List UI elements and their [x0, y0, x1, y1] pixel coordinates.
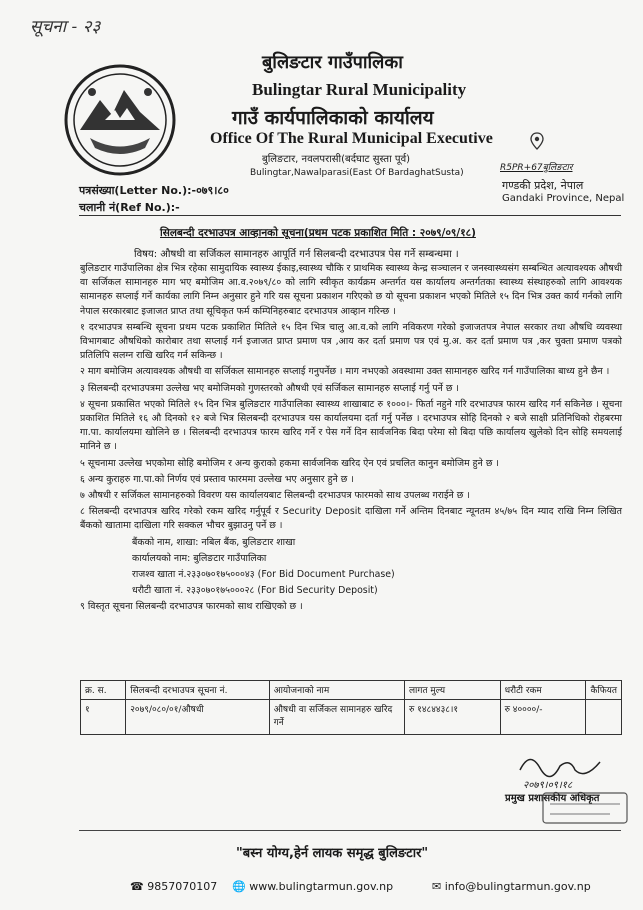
phone-icon: ☎ [130, 880, 144, 893]
footer-divider [79, 830, 621, 831]
notice-item: २ माग बमोजिम अत्यावश्यक औषधी वा सर्जिकल सामानहरु सप्लाई गनुपर्नेछ । माग नभएको अवस्थामा उक्त सामानहरु खरिद गर्न गाउँपालिका बाध्य हुने छैन । [80, 366, 610, 378]
notice-intro: बुलिङटार गाउँपालिका क्षेत्र भित्र रहेका सामुदायिक स्वास्थ्य ईकाइ,स्वास्थ्य चौकि र प्राथमिक स्वास्थ्य केन्द्र सञ्चालन र जनस्वास्थ्यसंग सम्बन्धित अत्यावश्यक औषधी वा सर्जिकल सामानहरु माग भए बमोजिम आ.व.२०७९/८० को लागि स्वीकृत कार्यक्रम अन्तर्गत यस कार्यालय अन्तर्गतका स्वास्थ्य संस्थाहरुको लागि आवश्यक सामानहरु सप्लाई गर्ने कार्यका लागि निम्न अनुसार हुने गरि यस सूचना प्रकाशन गरिएको छ यो सूचना प्रकाशन भएको मितिले १५ दिन भित्र उक्त कार्य गर्नको लागि नेपाल सरकारबाट इजाजत प्राप्त तथा सूचिकृत फर्म कम्पिनिहरुबाट दरभाउपत्र आव्हान गरिन्छ । [80, 263, 622, 317]
table-cell: २०७९/०८०/०१/औषधी [126, 700, 269, 735]
footer-email [432, 880, 591, 893]
location-pin-icon [530, 132, 544, 150]
phone-number: 9857070107 [147, 880, 218, 893]
table-header-cell: आयोजनाको नाम [269, 681, 404, 700]
table-cell: १ [81, 700, 126, 735]
notice-item: ४ सूचना प्रकासित भएको मितिले १५ दिन भित्र बुलिङटार गाउँपालिका स्वास्थ्य शाखाबाट रु १०००।- फिर्ता नहुने गरि दरभाउपत्र फारम खरिद गर्न सकिनेछ । सूचना प्रकाशित मितिले १६ औ दिनको १२ बजे भित्र सिलबन्दी दरभाउपत्र यस कार्यालयमा दर्ता गर्नु पर्नेछ । दरभाउपत्र सोहि दिनको २ बजे साक्षी प्रतिनिधिको रोहबरमा गा.पा. कार्यालयमा खोलिने छ । सिलबन्दी दरभाउपत्र फारम खरिद गर्ने र पेस गर्ने दिन सार्वजनिक बिदा परेमा सो बिदा पछि कार्यालय खुलेको दिन सोहि समयलाई मानिने छ । [80, 398, 622, 453]
table-row [81, 700, 622, 735]
province-ne: गण्डकी प्रदेश, नेपाल [502, 179, 584, 192]
reference-number: चलानी नं(Ref No.):- [79, 201, 180, 214]
revenue-account-line: राजश्व खाता नं.२३३०७०१७५०००४३ (For Bid Document Purchase) [132, 569, 395, 581]
table-header-row [81, 681, 622, 700]
notice-subject: विषय: औषधी वा सर्जिकल सामानहरु आपूर्ति गर्न सिलबन्दी दरभाउपत्र पेस गर्ने सम्बन्धमा । [134, 249, 459, 260]
letter-number: पत्रसंख्या(Letter No.):-०७९।८० [79, 184, 229, 197]
notice-item: ५ सूचनामा उल्लेख भएकोमा सोहि बमोजिम र अन्य कुराको हकमा सार्वजनिक खरिद ऐन एवं प्रचलित कानुन बमोजिम हुने छ । [80, 457, 499, 469]
header-divider [79, 215, 621, 216]
signature-date: २०७९।०९।१८ [523, 780, 573, 791]
table-header-cell: धरौटी रकम [500, 681, 586, 700]
notice-item: ७ औषधी र सर्जिकल सामानहरुको विवरण यस कार्यालयबाट सिलबन्दी दरभाउपत्र फारमको साथ उपलब्ध गराईने छ । [80, 490, 470, 502]
table-header-cell: सिलबन्दी दरभाउपत्र सूचना नं. [126, 681, 269, 700]
municipality-title-ne: बुलिङटार गाउँपालिका [262, 52, 403, 73]
website-link[interactable]: www.bulingtarmun.gov.np [249, 880, 394, 893]
footer-slogan: "बस्न योग्य,हेर्न लायक समृद्ध बुलिङटार" [236, 846, 429, 861]
footer-phone [130, 880, 217, 893]
notice-item: ६ अन्य कुराहरु गा.पा.को निर्णय एवं प्रस्ताव फारममा उल्लेख भए अनुसार हुने छ । [80, 473, 354, 485]
bank-name-line: बैंकको नाम, शाखा: नबिल बैंक, बुलिङटार शाखा [132, 536, 296, 548]
notice-item: ९ विस्तृत सूचना सिलबन्दी दरभाउपत्र फारमको साथ राखिएको छ । [80, 601, 303, 613]
province-en: Gandaki Province, Nepal [502, 193, 625, 204]
plus-code: R5PR+67बुलिङटार [500, 163, 573, 173]
email-icon: ✉ [432, 880, 442, 893]
globe-icon: 🌐 [232, 880, 246, 893]
address-ne: बुलिङटार, नवलपरासी(बर्दघाट सुस्ता पूर्व) [262, 154, 411, 165]
table-header-cell: लागत मुल्य [404, 681, 500, 700]
nepal-emblem-icon [60, 60, 180, 180]
notice-heading: सिलबन्दी दरभाउपत्र आव्हानको सूचना(प्रथम पटक प्रकाशित मिति : २०७९/०९/१८) [160, 227, 476, 239]
table-header-cell: कैफियत [586, 681, 622, 700]
office-title-en: Office Of The Rural Municipal Executive [210, 130, 493, 147]
table-header-cell: क्र. स. [81, 681, 126, 700]
table-cell: रु १४८४४३८।१ [404, 700, 500, 735]
bid-table [80, 680, 622, 735]
table-cell: औषधी वा सर्जिकल सामानहरु खरिद गर्ने [269, 700, 404, 735]
table-cell: रु ४००००/- [500, 700, 586, 735]
footer-website [232, 880, 393, 893]
notice-item: ८ सिलबन्दी दरभाउपत्र खरिद गरेको रकम खरिद गर्नुपूर्व र Security Deposit दाखिला गर्ने अन्तिम दिनबाट न्यूनतम ४५/७५ दिन म्याद राखि निम्न लिखित बैंकको खातामा दाखिला गरि सक्कल भौचर बुझाउनु पर्ने छ । [80, 506, 622, 532]
office-title-ne: गाउँ कार्यपालिकाको कार्यालय [232, 107, 434, 129]
municipality-title-en: Bulingtar Rural Municipality [252, 80, 467, 99]
address-en: Bulingtar,Nawalparasi(East Of BardaghatSusta) [250, 168, 464, 178]
deposit-account-line: धरौटी खाता नं. २३३०७०१७५०००२८ (For Bid Security Deposit) [132, 585, 378, 597]
handwritten-note: सूचना - २३ [30, 17, 101, 37]
notice-item: ३ सिलबन्दी दरभाउपत्रमा उल्लेख भए बमोजिमको गुणस्तरको औषधी एवं सर्जिकल सामानहरु सप्लाई गर्नु पर्ने छ । [80, 382, 459, 394]
signatory-title: प्रमुख प्रशासकीय अधिकृत [505, 793, 600, 804]
notice-body [80, 262, 622, 617]
email-address[interactable]: info@bulingtarmun.gov.np [444, 880, 591, 893]
table-cell [586, 700, 622, 735]
office-stamp-icon [540, 790, 630, 826]
notice-item: १ दरभाउपत्र सम्बन्धि सूचना प्रथम पटक प्रकाशित मितिले १५ दिन भित्र चालु आ.व.को लागि नविकरण गरेको इजाजतपत्र नेपाल सरकार तथा औषधि व्यवस्था विभागबाट औषधिको कारोबार तथा सप्लाई गर्न इजाजत प्राप्त प्रमाण पत्र ,आय कर दर्ता प्रमाण पत्र एवं मु.अ. कर दर्ता प्रमाण पत्र ,कर चुक्ता प्रमाण पत्रको प्रतिलिपि सलग्न राखि खरिद गर्न सकिन्छ । [80, 321, 622, 362]
office-name-line: कार्यालयको नाम: बुलिङटार गाउँपालिका [132, 552, 267, 564]
